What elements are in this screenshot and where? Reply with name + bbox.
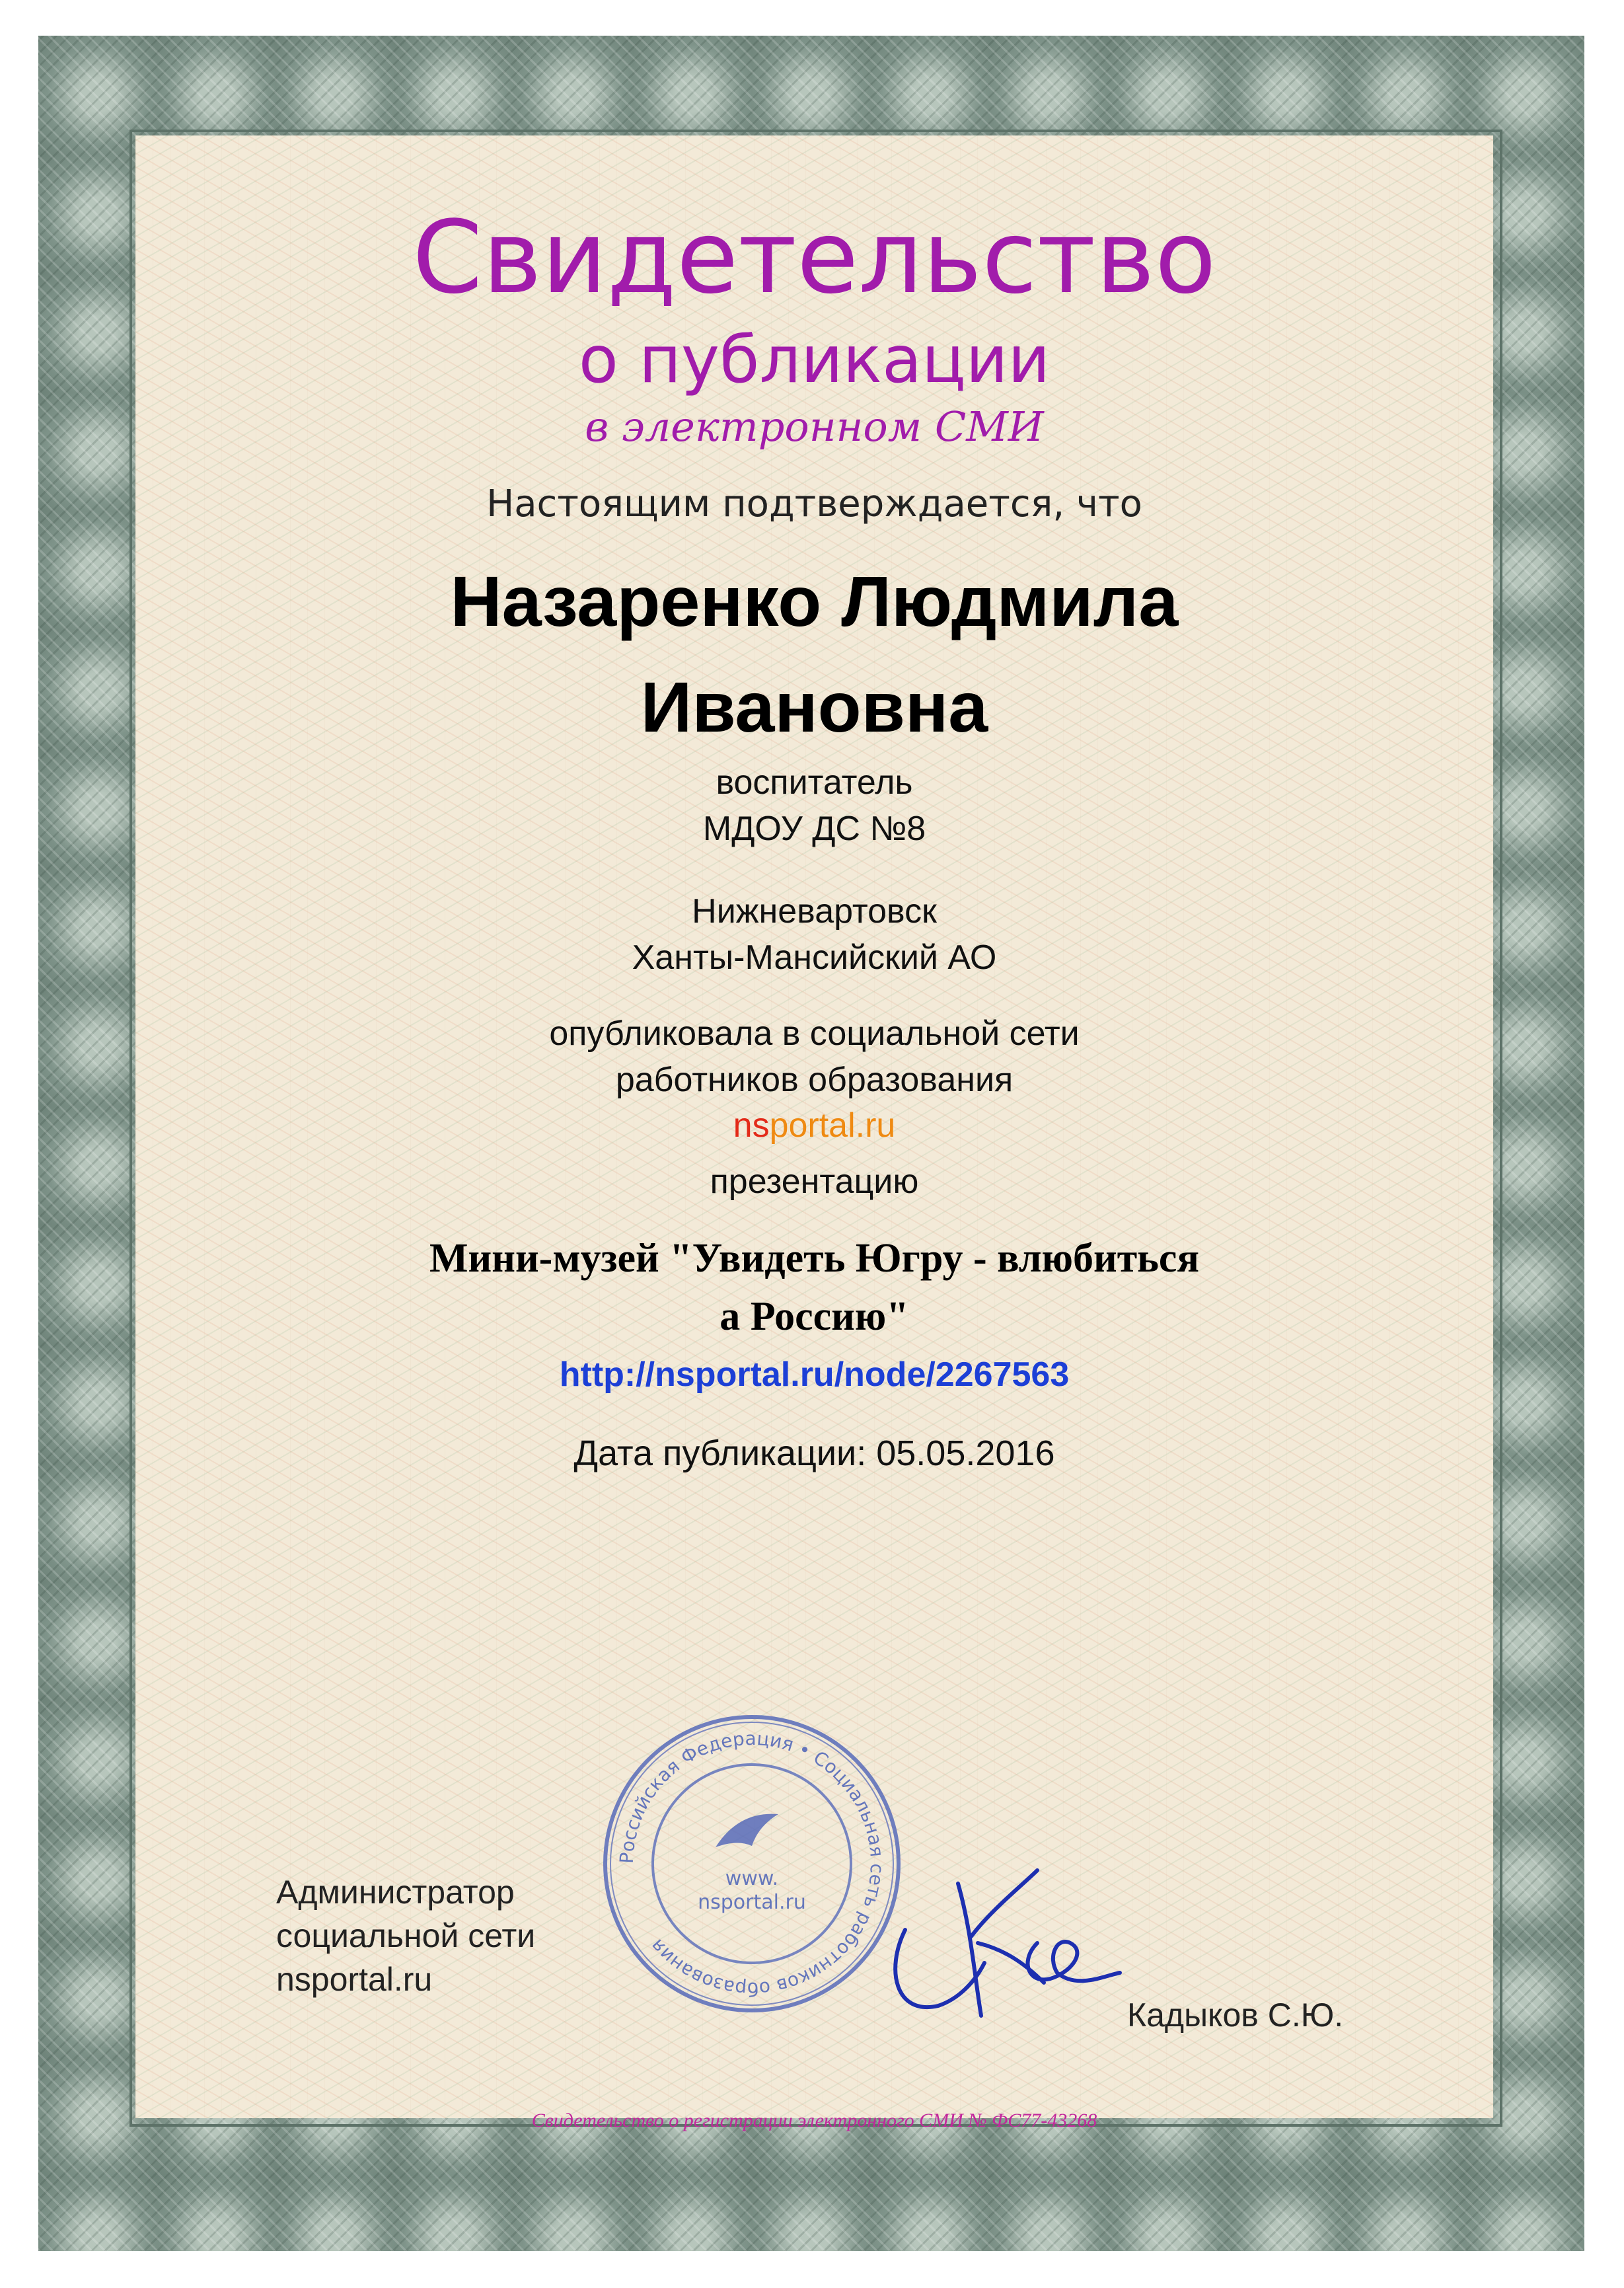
stamp-center-line1: www. <box>725 1867 779 1890</box>
publication-date-value: 05.05.2016 <box>876 1433 1055 1473</box>
publication-date-label: Дата публикации: <box>573 1433 867 1473</box>
person-position-block <box>135 760 1493 852</box>
certificate-subtitle-media: в электронном СМИ <box>585 402 1044 451</box>
person-city: Нижневартовск <box>692 892 937 931</box>
site-name-rest: portal.ru <box>769 1106 896 1145</box>
published-statement <box>135 1011 1493 1103</box>
stamp-outer-text: Российская Федерация • Социальная сеть работников образования <box>615 1727 889 2001</box>
site-logo-text <box>135 1106 1493 1145</box>
signature-icon <box>859 1831 1136 2029</box>
admin-line1: Администратор <box>276 1874 515 1911</box>
publication-kind: презентацию <box>710 1163 919 1201</box>
stamp-emblem-icon <box>716 1814 778 1847</box>
confirmation-text: Настоящим подтверждается, что <box>486 482 1142 525</box>
person-name-line1: Назаренко Людмила <box>450 561 1179 641</box>
published-line1: опубликовала в социальной сети <box>549 1014 1080 1053</box>
signer-name: Кадыков С.Ю. <box>1127 1997 1344 2034</box>
certificate-subtitle: о публикации <box>578 323 1051 398</box>
person-institution: МДОУ ДС №8 <box>702 809 926 848</box>
person-location-block <box>135 889 1493 981</box>
stamp-center-line2: nsportal.ru <box>698 1891 806 1914</box>
work-title <box>135 1229 1493 1346</box>
person-name-line2: Ивановна <box>640 666 988 747</box>
published-line2: работников образования <box>615 1060 1014 1099</box>
admin-line2: социальной сети <box>276 1917 536 1954</box>
person-name <box>135 549 1493 760</box>
person-region: Ханты-Мансийский АО <box>632 938 997 977</box>
work-title-line1: Мини-музей "Увидеть Югру - влюбиться <box>429 1236 1199 1281</box>
person-position: воспитатель <box>716 763 913 802</box>
certificate-title: Свидетельство <box>412 199 1216 316</box>
registration-note: Свидетельство о регистрации электронного СМИ № ФС77-43268 <box>531 2110 1097 2131</box>
publication-date <box>135 1433 1493 1474</box>
work-title-line2: а Россию" <box>720 1294 909 1340</box>
official-stamp <box>600 1712 904 2016</box>
publication-link[interactable]: http://nsportal.ru/node/2267563 <box>559 1355 1070 1394</box>
site-name-prefix: ns <box>733 1106 770 1145</box>
admin-line3: nsportal.ru <box>276 1961 433 1998</box>
